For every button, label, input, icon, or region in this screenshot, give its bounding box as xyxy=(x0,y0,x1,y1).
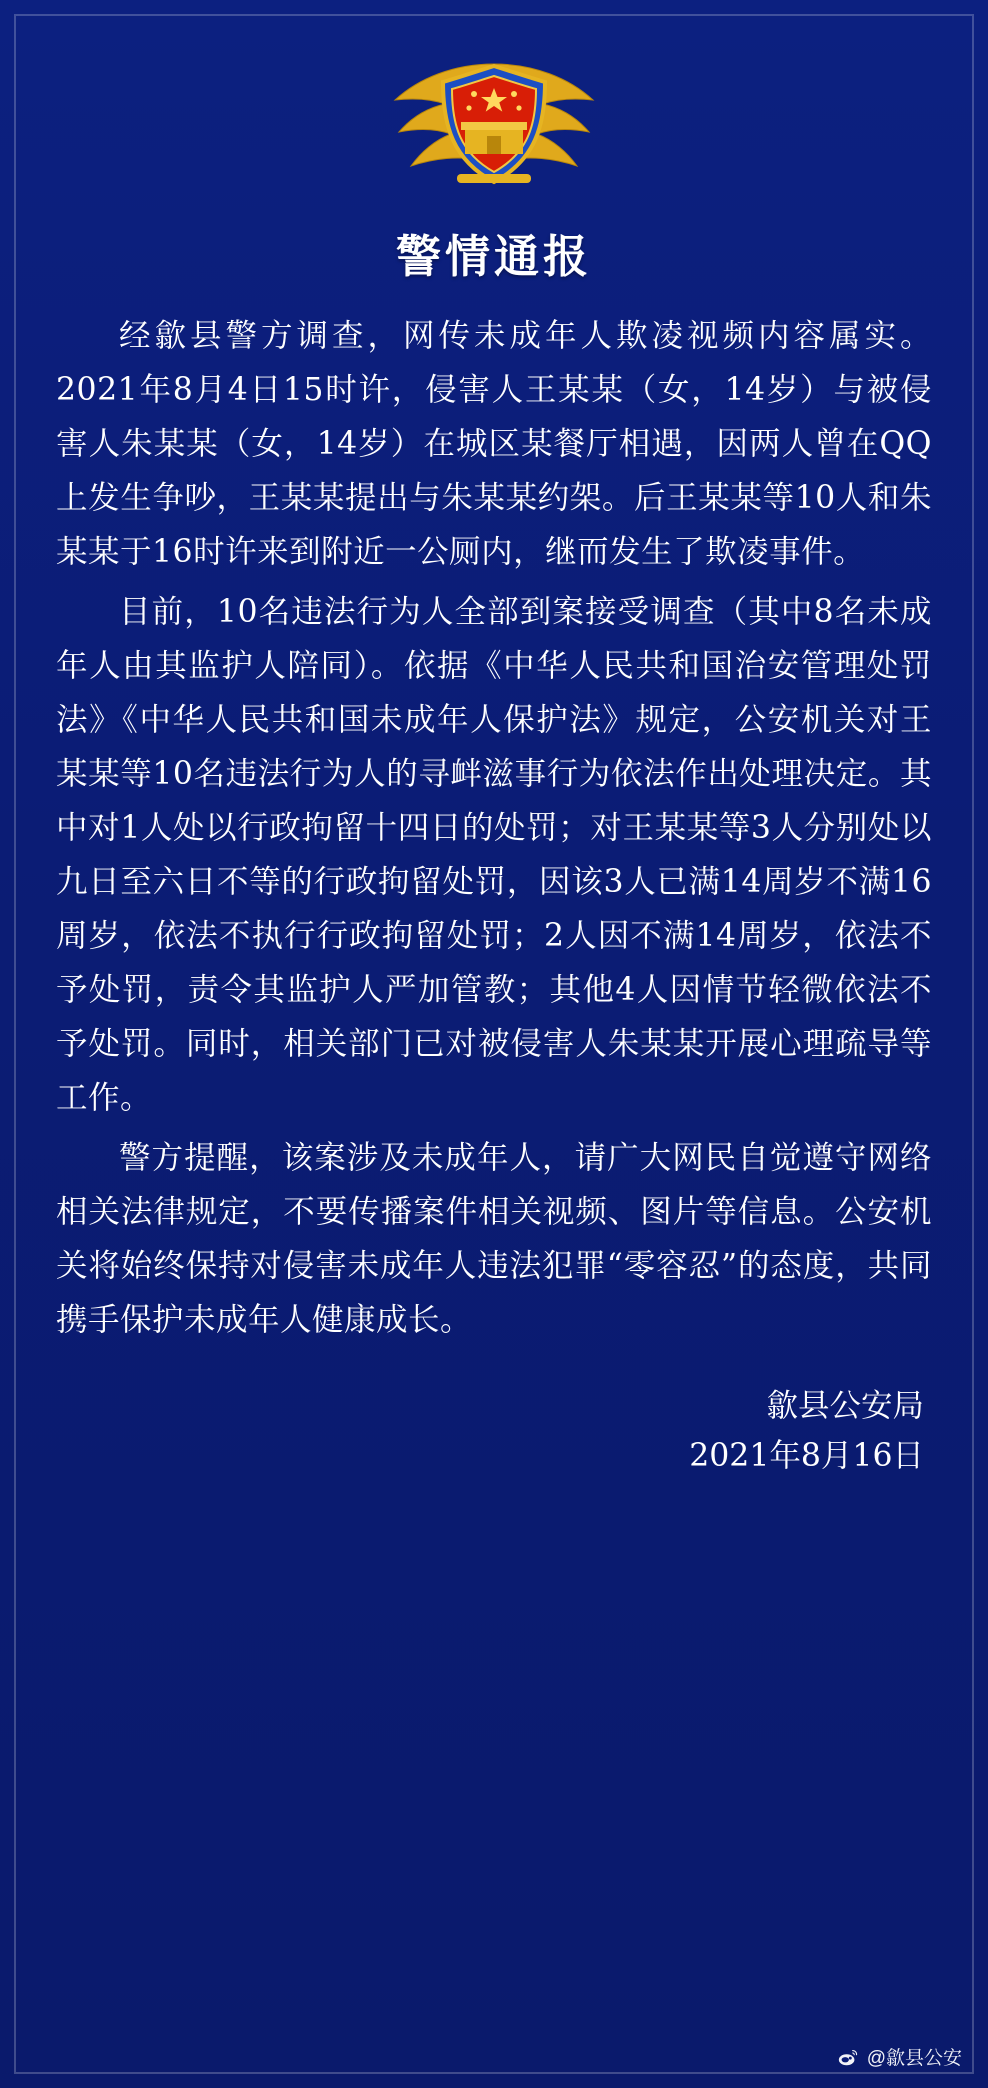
paragraph-2: 目前，10名违法行为人全部到案接受调查（其中8名未成年人由其监护人陪同）。依据《中华人民共和国治安管理处罚法》《中华人民共和国未成年人保护法》规定，公安机关对王某某等10名违法行为人的寻衅滋事行为依法作出处理决定。其中对1人处以行政拘留十四日的处罚；对王某某等3人分别处以九日至六日不等的行政拘留处罚，因该3人已满14周岁不满16周岁，依法不执行行政拘留处罚；2人因不满14周岁，依法不予处罚，责令其监护人严加管教；其他4人因情节轻微依法不予处罚。同时，相关部门已对被侵害人朱某某开展心理疏导等工作。 xyxy=(56,594,932,1116)
signature-date: 2021年8月16日 xyxy=(689,1438,924,1474)
signature-issuer: 歙县公安局 xyxy=(766,1388,924,1424)
paragraph-3: 警方提醒，该案涉及未成年人，请广大网民自觉遵守网络相关法律规定，不要传播案件相关视频、图片等信息。公安机关将始终保持对侵害未成年人违法犯罪“零容忍”的态度，共同携手保护未成年人健康成长。 xyxy=(56,1140,932,1338)
paragraph-1: 经歙县警方调查，网传未成年人欺凌视频内容属实。2021年8月4日15时许，侵害人王某某（女，14岁）与被侵害人朱某某（女，14岁）在城区某餐厅相遇，因两人曾在QQ上发生争吵，王某某提出与朱某某约架。后王某某等10人和朱某某于16时许来到附近一公厕内，继而发生了欺凌事件。 xyxy=(56,318,932,570)
watermark xyxy=(837,2043,962,2070)
emblem-container xyxy=(56,0,932,202)
police-badge-emblem xyxy=(379,42,609,202)
signature-block xyxy=(56,1381,932,1481)
page-title: 警情通报 xyxy=(395,230,592,283)
weibo-icon xyxy=(837,2046,859,2068)
watermark-account: @歙县公安 xyxy=(866,2048,962,2069)
notice-body xyxy=(56,309,932,1347)
